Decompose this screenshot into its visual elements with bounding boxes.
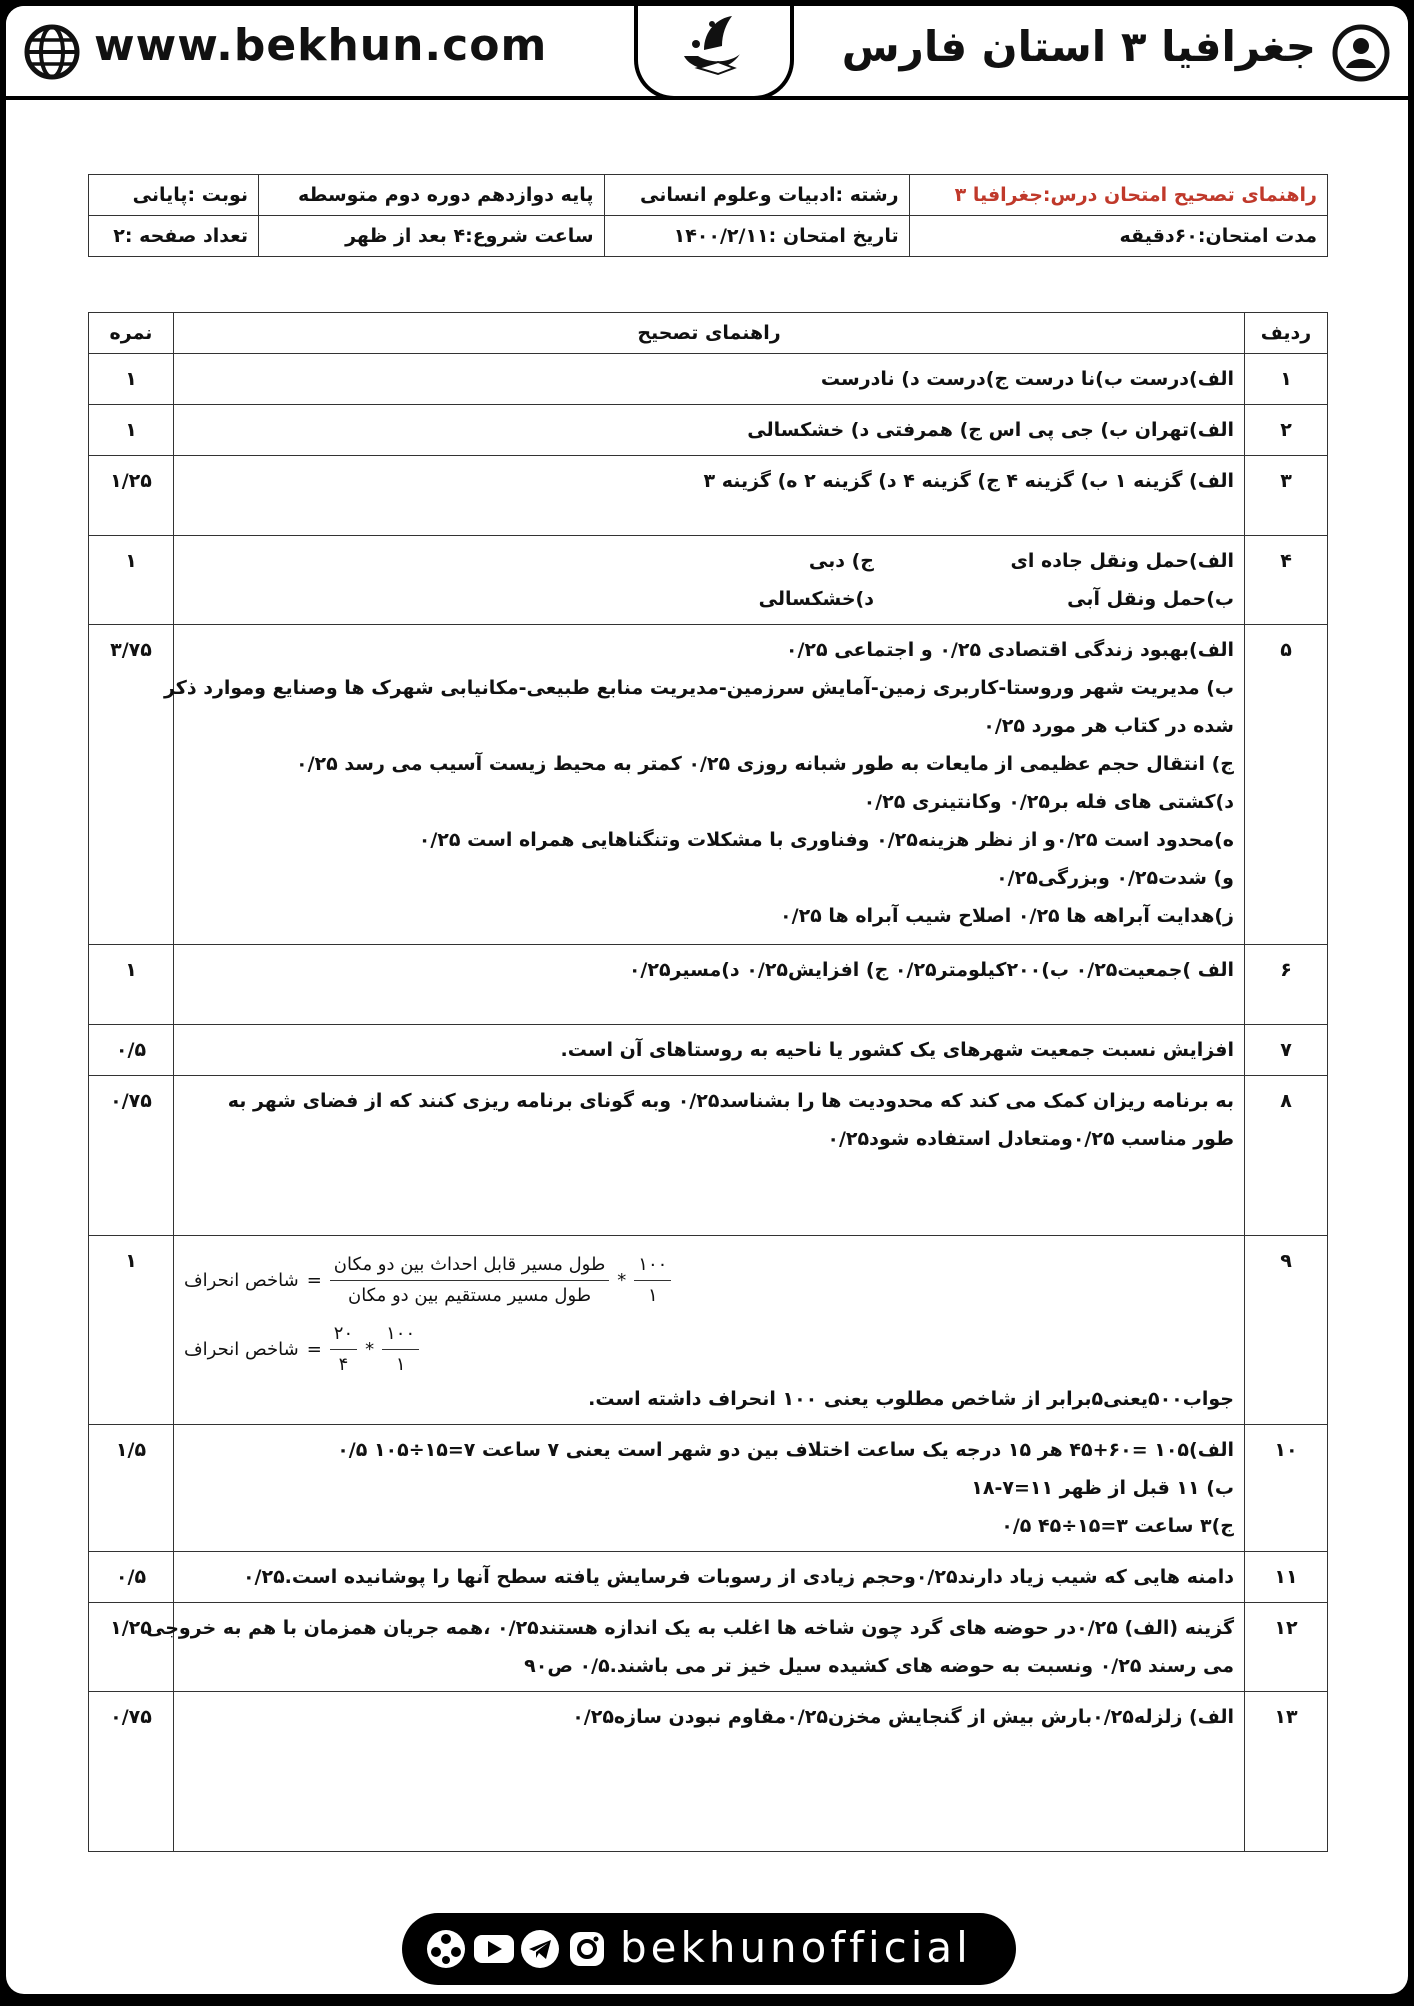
answer-line: می رسند ۰/۲۵ ونسبت به حوضه های کشیده سیل خیز تر می باشند.۰/۵ ص۹۰ bbox=[524, 1655, 1234, 1677]
pages-label: تعداد صفحه :۲ bbox=[89, 216, 259, 257]
header-score: نمره bbox=[89, 313, 174, 354]
answer-line: ز)هدایت آبراهه ها ۰/۲۵ اصلاح شیب آبراه ها ۰/۲۵ bbox=[780, 905, 1234, 927]
answer-line: طور مناسب ۰/۲۵ومتعادل استفاده شود۰/۲۵ bbox=[827, 1128, 1234, 1150]
header-title: جغرافیا ۳ استان فارس bbox=[841, 22, 1316, 71]
answer-cell bbox=[174, 945, 1245, 1025]
row-score: ۱/۵ bbox=[89, 1425, 174, 1552]
answer-key-table bbox=[88, 312, 1328, 1852]
row-number: ۸ bbox=[1245, 1076, 1328, 1236]
row-number: ۳ bbox=[1245, 456, 1328, 536]
youtube-icon[interactable] bbox=[474, 1935, 514, 1963]
row-number: ۷ bbox=[1245, 1025, 1328, 1076]
answer-cell bbox=[174, 405, 1245, 456]
row-score: ۰/۵ bbox=[89, 1025, 174, 1076]
exam-page bbox=[6, 6, 1408, 1994]
table-header-row bbox=[89, 313, 1328, 354]
answer-line: به برنامه ریزان کمک می کند که محدودیت ها را بشناسد۰/۲۵ وبه گونای برنامه ریزی کنند که از فضای شهر به bbox=[227, 1090, 1234, 1112]
fraction-denominator: ۱ bbox=[395, 1354, 406, 1375]
answer-line: الف)۱۰۵ =۶۰+۴۵ هر ۱۵ درجه یک ساعت اختلاف بین دو شهر است یعنی ۷ ساعت ۷=۱۵÷۱۰۵ ۰/۵ bbox=[337, 1439, 1234, 1461]
answer-line: الف) گزینه ۱ ب) گزینه ۴ ج) گزینه ۴ د) گزینه ۲ ه) گزینه ۳ bbox=[703, 470, 1234, 492]
answer-line: د)خشکسالی bbox=[758, 588, 874, 610]
user-icon[interactable] bbox=[1332, 24, 1390, 82]
answer-line: ب)حمل ونقل آبی bbox=[1067, 588, 1234, 610]
answer-cell bbox=[174, 1076, 1245, 1236]
header-guide: راهنمای تصحیح bbox=[174, 313, 1245, 354]
header-row-number: ردیف bbox=[1245, 313, 1328, 354]
row-number: ۱۳ bbox=[1245, 1692, 1328, 1852]
answer-line: گزینه (الف) ۰/۲۵در حوضه های گرد چون شاخه ها اغلب به یک اندازه هستند۰/۲۵ ،همه جریان همزمان با هم به خروجی bbox=[145, 1617, 1234, 1639]
row-score: ۱ bbox=[89, 1236, 174, 1425]
duration-label: مدت امتحان:۶۰دقیقه bbox=[909, 216, 1327, 257]
answer-cell bbox=[174, 1552, 1245, 1603]
fraction-denominator: طول مسیر مستقیم بین دو مکان bbox=[347, 1285, 592, 1306]
row-score: ۱ bbox=[89, 354, 174, 405]
exam-info-table bbox=[88, 174, 1328, 257]
answer-cell bbox=[163, 625, 1245, 945]
answer-line: افزایش نسبت جمعیت شهرهای یک کشور یا ناحیه به روستاهای آن است. bbox=[560, 1039, 1234, 1061]
field-label: رشته :ادبیات وعلوم انسانی bbox=[604, 175, 909, 216]
fraction-denominator: ۴ bbox=[338, 1354, 349, 1375]
row-number: ۶ bbox=[1245, 945, 1328, 1025]
logo-tab bbox=[634, 6, 794, 100]
row-score: ۱/۲۵ bbox=[89, 1603, 174, 1692]
aparat-icon[interactable] bbox=[427, 1930, 465, 1968]
answer-cell bbox=[174, 1425, 1245, 1552]
formula-label: شاخص انحراف bbox=[184, 1269, 299, 1291]
answer-line: ج)۳ ساعت ۳=۱۵÷۴۵ ۰/۵ bbox=[1001, 1515, 1234, 1537]
answer-line: جواب۵۰۰یعنی۵برابر از شاخص مطلوب یعنی ۱۰۰ انحراف داشته است. bbox=[588, 1388, 1234, 1410]
times-sign: * bbox=[617, 1269, 627, 1291]
answer-line: ب) مدیریت شهر وروستا-کاربری زمین-آمایش سرزمین-مدیریت منابع طبیعی-مکانیابی شهرک ها وصنایع وموارد ذکر bbox=[163, 677, 1234, 699]
globe-icon bbox=[24, 24, 80, 80]
fraction-numerator: طول مسیر قابل احداث بین دو مکان bbox=[330, 1250, 610, 1281]
fraction-denominator: ۱ bbox=[647, 1285, 658, 1306]
site-url[interactable]: www.bekhun.com bbox=[94, 20, 548, 71]
table-row bbox=[89, 1552, 1328, 1603]
answer-cell bbox=[174, 1692, 1245, 1852]
answer-line: ب) ۱۱ قبل از ظهر ۱۱=۷-۱۸ bbox=[971, 1477, 1234, 1499]
row-number: ۹ bbox=[1245, 1236, 1328, 1425]
table-row bbox=[89, 405, 1328, 456]
table-row bbox=[89, 1236, 1328, 1425]
path-fraction bbox=[330, 1250, 610, 1311]
answer-line: و) شدت۰/۲۵ وبزرگی۰/۲۵ bbox=[996, 867, 1234, 889]
equals-sign: = bbox=[306, 1269, 322, 1291]
row-number: ۲ bbox=[1245, 405, 1328, 456]
answer-cell bbox=[174, 456, 1245, 536]
value-fraction bbox=[330, 1319, 357, 1380]
social-handle[interactable]: bekhunofficial bbox=[620, 1923, 972, 1972]
answer-line: الف )جمعیت۰/۲۵ ب)۲۰۰کیلومتر۰/۲۵ ج) افزایش۰/۲۵ د)مسیر۰/۲۵ bbox=[628, 959, 1234, 981]
table-row bbox=[89, 456, 1328, 536]
row-number: ۴ bbox=[1245, 536, 1328, 625]
row-number: ۱ bbox=[1245, 354, 1328, 405]
table-row bbox=[89, 1076, 1328, 1236]
answer-line: الف)درست ب)نا درست ج)درست د) نادرست bbox=[820, 368, 1234, 390]
table-row bbox=[89, 354, 1328, 405]
table-row bbox=[89, 1025, 1328, 1076]
course-title: راهنمای تصحیح امتحان درس:جغرافیا ۳ bbox=[909, 175, 1327, 216]
deviation-formula bbox=[184, 1250, 1234, 1311]
top-banner bbox=[6, 6, 1408, 100]
answer-cell bbox=[145, 1603, 1245, 1692]
bekhun-logo-icon bbox=[674, 10, 754, 86]
answer-line: الف)تهران ب) جی پی اس ج) همرفتی د) خشکسالی bbox=[747, 419, 1234, 441]
table-row bbox=[89, 625, 1328, 945]
row-score: ۱ bbox=[89, 536, 174, 625]
multiplier-fraction bbox=[382, 1319, 419, 1380]
grade-label: پایه دوازدهم دوره دوم متوسطه bbox=[259, 175, 604, 216]
answer-line: الف)بهبود زندگی اقتصادی ۰/۲۵ و اجتماعی ۰/۲۵ bbox=[785, 639, 1234, 661]
row-score: ۰/۷۵ bbox=[89, 1692, 174, 1852]
fraction-numerator: ۱۰۰ bbox=[634, 1250, 671, 1281]
fraction-numerator: ۱۰۰ bbox=[382, 1319, 419, 1350]
row-score: ۱/۲۵ bbox=[89, 456, 174, 536]
table-row bbox=[89, 536, 1328, 625]
table-row bbox=[89, 1603, 1328, 1692]
start-time-label: ساعت شروع:۴ بعد از ظهر bbox=[259, 216, 604, 257]
social-icons bbox=[424, 1927, 614, 1971]
answer-line: الف) زلزله۰/۲۵بارش بیش از گنجایش مخزن۰/۲۵مقاوم نبودن سازه۰/۲۵ bbox=[572, 1706, 1234, 1728]
session-label: نوبت :پایانی bbox=[89, 175, 259, 216]
row-score: ۱ bbox=[89, 405, 174, 456]
answer-cell bbox=[174, 354, 1245, 405]
multiplier-fraction bbox=[634, 1250, 671, 1311]
row-number: ۱۲ bbox=[1245, 1603, 1328, 1692]
fraction-numerator: ۲۰ bbox=[330, 1319, 357, 1350]
row-number: ۵ bbox=[1245, 625, 1328, 945]
answer-line: شده در کتاب هر مورد ۰/۲۵ bbox=[983, 715, 1234, 737]
formula-label: شاخص انحراف bbox=[184, 1338, 299, 1360]
table-row bbox=[89, 1692, 1328, 1852]
telegram-icon[interactable] bbox=[521, 1930, 559, 1968]
social-footer bbox=[402, 1913, 1016, 1985]
row-number: ۱۱ bbox=[1245, 1552, 1328, 1603]
row-score: ۳/۷۵ bbox=[89, 625, 174, 945]
date-label: تاریخ امتحان :۱۴۰۰/۲/۱۱ bbox=[604, 216, 909, 257]
table-row bbox=[89, 1425, 1328, 1552]
answer-line: الف)حمل ونقل جاده ای bbox=[1010, 550, 1234, 572]
row-score: ۰/۷۵ bbox=[89, 1076, 174, 1236]
row-score: ۰/۵ bbox=[89, 1552, 174, 1603]
times-sign: * bbox=[365, 1338, 375, 1360]
row-score: ۱ bbox=[89, 945, 174, 1025]
equals-sign: = bbox=[306, 1338, 322, 1360]
answer-cell bbox=[174, 1236, 1245, 1425]
answer-line: ه)محدود است ۰/۲۵و از نظر هزینه۰/۲۵ وفناوری با مشکلات وتنگناهایی همراه است ۰/۲۵ bbox=[418, 829, 1234, 851]
instagram-icon[interactable] bbox=[570, 1932, 604, 1966]
answer-cell bbox=[174, 1025, 1245, 1076]
row-number: ۱۰ bbox=[1245, 1425, 1328, 1552]
answer-line: ج) انتقال حجم عظیمی از مایعات به طور شبانه روزی ۰/۲۵ کمتر به محیط زیست آسیب می رسد ۰/۲۵ bbox=[295, 753, 1234, 775]
answer-line: دامنه هایی که شیب زیاد دارند۰/۲۵وحجم زیادی از رسوبات فرسایش یافته سطح آنها را پوشانیده است.۰/۲۵ bbox=[242, 1566, 1234, 1588]
deviation-calculation bbox=[184, 1319, 1234, 1380]
table-row bbox=[89, 945, 1328, 1025]
answer-cell bbox=[174, 536, 1245, 625]
answer-line: د)کشتی های فله بر۰/۲۵ وکانتینری ۰/۲۵ bbox=[863, 791, 1234, 813]
answer-line: ج) دبی bbox=[808, 550, 874, 572]
